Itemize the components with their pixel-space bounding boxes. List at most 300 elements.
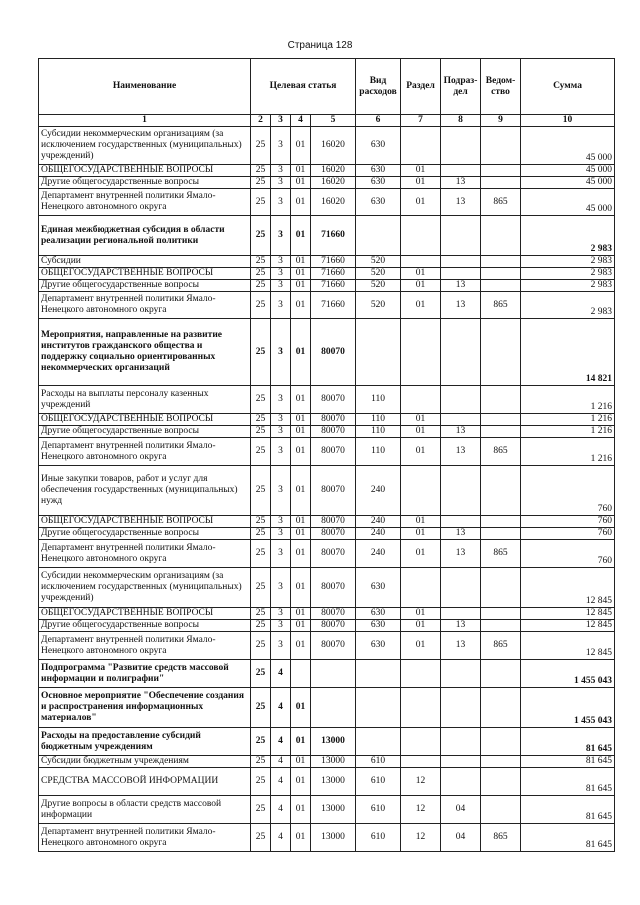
row-code-cell: 610 [356,824,401,852]
row-name-cell: Другие общегосударственные вопросы [39,280,251,292]
row-sum-cell: 1 216 [521,386,615,414]
row-code-cell: 16020 [311,189,356,216]
row-code-cell [356,319,401,386]
row-code-cell: 16020 [311,165,356,177]
table-row [39,177,615,189]
row-code-cell [441,414,481,426]
row-name-cell: Подпрограмма "Развитие средств массовой информации и полиграфии" [39,660,251,688]
table-row [39,688,615,728]
row-code-cell [481,466,521,516]
row-code-cell: 80070 [311,414,356,426]
row-code-cell: 3 [271,189,291,216]
row-code-cell: 80070 [311,608,356,620]
row-code-cell: 01 [401,608,441,620]
row-code-cell [481,414,521,426]
row-code-cell: 630 [356,608,401,620]
col-num: 3 [271,115,291,127]
row-code-cell: 25 [251,177,271,189]
row-code-cell: 01 [291,216,311,256]
row-sum-cell: 81 645 [521,768,615,796]
row-code-cell: 25 [251,292,271,319]
row-code-cell: 4 [271,796,291,824]
row-code-cell: 4 [271,824,291,852]
row-code-cell: 01 [401,177,441,189]
row-code-cell: 13 [441,632,481,660]
budget-table [38,58,615,852]
col-num: 8 [441,115,481,127]
row-code-cell: 80070 [311,540,356,568]
row-code-cell: 25 [251,568,271,608]
row-code-cell [441,165,481,177]
row-code-cell: 25 [251,688,271,728]
row-name-cell: Расходы на выплаты персоналу казенных учреждений [39,386,251,414]
row-code-cell: 01 [291,177,311,189]
row-code-cell: 01 [291,516,311,528]
row-code-cell: 3 [271,268,291,280]
row-code-cell: 25 [251,280,271,292]
row-code-cell: 12 [401,796,441,824]
row-code-cell [311,688,356,728]
row-code-cell: 01 [291,824,311,852]
row-code-cell: 13 [441,540,481,568]
row-code-cell [481,127,521,165]
row-sum-cell: 2 983 [521,256,615,268]
row-name-cell: Департамент внутренней политики Ямало-Ненецкого автономного округа [39,189,251,216]
row-code-cell: 13 [441,426,481,438]
row-sum-cell: 760 [521,528,615,540]
table-row [39,568,615,608]
row-code-cell: 80070 [311,438,356,466]
row-name-cell: Основное мероприятие "Обеспечение создания и распространения информационных материалов" [39,688,251,728]
row-code-cell [481,528,521,540]
row-code-cell: 13000 [311,824,356,852]
row-name-cell: Департамент внутренней политики Ямало-Ненецкого автономного округа [39,540,251,568]
row-code-cell: 520 [356,292,401,319]
row-code-cell [441,568,481,608]
row-code-cell [481,756,521,768]
row-code-cell: 25 [251,824,271,852]
row-code-cell [401,728,441,756]
row-code-cell: 80070 [311,319,356,386]
row-code-cell [481,319,521,386]
row-code-cell [481,660,521,688]
row-code-cell: 240 [356,466,401,516]
row-code-cell: 25 [251,632,271,660]
row-code-cell: 3 [271,386,291,414]
row-code-cell: 80070 [311,426,356,438]
row-code-cell: 01 [291,292,311,319]
row-code-cell: 630 [356,189,401,216]
row-code-cell: 25 [251,608,271,620]
row-code-cell [401,660,441,688]
row-code-cell: 630 [356,177,401,189]
row-code-cell: 01 [291,319,311,386]
row-code-cell: 3 [271,280,291,292]
row-code-cell: 610 [356,756,401,768]
row-code-cell: 4 [271,756,291,768]
table-row [39,216,615,256]
row-code-cell: 13000 [311,728,356,756]
row-code-cell: 3 [271,568,291,608]
row-code-cell: 01 [401,528,441,540]
row-code-cell: 110 [356,438,401,466]
row-code-cell: 04 [441,796,481,824]
row-name-cell: Департамент внутренней политики Ямало-Ненецкого автономного округа [39,632,251,660]
row-code-cell: 865 [481,438,521,466]
row-code-cell: 01 [291,127,311,165]
row-code-cell: 71660 [311,292,356,319]
row-code-cell [481,256,521,268]
row-code-cell: 3 [271,127,291,165]
row-code-cell: 520 [356,268,401,280]
row-code-cell: 80070 [311,466,356,516]
table-row [39,466,615,516]
col-num: 4 [291,115,311,127]
col-num: 7 [401,115,441,127]
row-code-cell [356,660,401,688]
row-name-cell: Субсидии бюджетным учреждениям [39,756,251,768]
row-code-cell: 01 [401,516,441,528]
row-code-cell: 13 [441,438,481,466]
row-code-cell: 4 [271,768,291,796]
row-name-cell: ОБЩЕГОСУДАРСТВЕННЫЕ ВОПРОСЫ [39,268,251,280]
row-code-cell: 240 [356,528,401,540]
row-code-cell: 3 [271,620,291,632]
row-code-cell [481,268,521,280]
row-code-cell: 25 [251,438,271,466]
row-name-cell: Другие вопросы в области средств массовой информации [39,796,251,824]
row-code-cell [481,796,521,824]
row-code-cell: 3 [271,608,291,620]
row-name-cell: Иные закупки товаров, работ и услуг для обеспечения государственных (муниципальных) нужд [39,466,251,516]
page-number: Страница 128 [287,40,353,51]
row-code-cell: 610 [356,768,401,796]
row-code-cell: 80070 [311,568,356,608]
row-code-cell: 80070 [311,386,356,414]
row-code-cell: 80070 [311,516,356,528]
table-row [39,280,615,292]
row-code-cell: 01 [291,438,311,466]
row-code-cell: 865 [481,824,521,852]
row-name-cell: Субсидии некоммерческим организациям (за исключением государственных (муниципальных) учреждений) [39,568,251,608]
row-code-cell: 01 [401,632,441,660]
table-body [39,127,615,852]
row-sum-cell: 12 845 [521,568,615,608]
row-code-cell: 13000 [311,756,356,768]
row-code-cell: 71660 [311,216,356,256]
row-sum-cell: 1 455 043 [521,688,615,728]
header-subsection: Подраз-дел [441,59,481,115]
row-name-cell: Субсидии [39,256,251,268]
row-code-cell [441,660,481,688]
row-code-cell: 25 [251,756,271,768]
row-code-cell: 25 [251,386,271,414]
row-code-cell [481,728,521,756]
row-code-cell: 71660 [311,256,356,268]
row-code-cell: 25 [251,165,271,177]
row-code-cell: 01 [291,189,311,216]
row-code-cell [481,216,521,256]
row-code-cell: 3 [271,165,291,177]
row-code-cell: 01 [291,796,311,824]
table-row [39,256,615,268]
row-sum-cell: 1 216 [521,414,615,426]
row-code-cell: 25 [251,256,271,268]
table-row [39,414,615,426]
row-code-cell: 01 [401,540,441,568]
row-code-cell: 3 [271,319,291,386]
row-code-cell [441,756,481,768]
row-code-cell: 25 [251,268,271,280]
row-code-cell: 01 [291,466,311,516]
row-code-cell: 3 [271,528,291,540]
row-code-cell: 4 [271,728,291,756]
row-code-cell [441,216,481,256]
row-code-cell: 3 [271,438,291,466]
row-sum-cell: 45 000 [521,177,615,189]
row-code-cell: 01 [291,165,311,177]
row-sum-cell: 760 [521,516,615,528]
row-code-cell: 13000 [311,768,356,796]
row-name-cell: Мероприятия, направленные на развитие институтов гражданского общества и поддержку социально ориентированных некоммерческих организаций [39,319,251,386]
row-code-cell: 4 [271,660,291,688]
row-code-cell: 13000 [311,796,356,824]
row-code-cell: 25 [251,319,271,386]
row-code-cell: 110 [356,426,401,438]
row-name-cell: СРЕДСТВА МАССОВОЙ ИНФОРМАЦИИ [39,768,251,796]
row-code-cell: 01 [291,688,311,728]
row-code-cell: 3 [271,540,291,568]
row-sum-cell: 2 983 [521,216,615,256]
header-section: Раздел [401,59,441,115]
header-dept: Ведом-ство [481,59,521,115]
row-code-cell: 01 [291,768,311,796]
row-code-cell [401,216,441,256]
table-row [39,756,615,768]
row-code-cell: 01 [291,540,311,568]
header-name: Наименование [39,59,251,115]
row-name-cell: Другие общегосударственные вопросы [39,620,251,632]
table-row [39,386,615,414]
row-code-cell [441,688,481,728]
row-code-cell [441,386,481,414]
table-row [39,620,615,632]
row-code-cell: 12 [401,824,441,852]
row-code-cell [356,216,401,256]
row-sum-cell: 81 645 [521,756,615,768]
row-code-cell [481,620,521,632]
row-name-cell: Единая межбюджетная субсидия в области реализации региональной политики [39,216,251,256]
row-code-cell: 25 [251,466,271,516]
row-name-cell: ОБЩЕГОСУДАРСТВЕННЫЕ ВОПРОСЫ [39,165,251,177]
row-code-cell [401,127,441,165]
row-name-cell: Департамент внутренней политики Ямало-Ненецкого автономного округа [39,292,251,319]
row-code-cell [481,608,521,620]
row-code-cell: 80070 [311,620,356,632]
row-sum-cell: 2 983 [521,280,615,292]
row-code-cell: 01 [401,165,441,177]
table-row [39,528,615,540]
table-row [39,165,615,177]
row-code-cell: 610 [356,796,401,824]
row-code-cell: 01 [401,426,441,438]
col-num: 9 [481,115,521,127]
row-name-cell: Департамент внутренней политики Ямало-Ненецкого автономного округа [39,438,251,466]
row-code-cell: 630 [356,165,401,177]
row-code-cell: 12 [401,768,441,796]
row-code-cell [481,568,521,608]
row-code-cell: 80070 [311,528,356,540]
row-sum-cell: 14 821 [521,319,615,386]
col-num: 10 [521,115,615,127]
row-code-cell: 01 [291,756,311,768]
row-code-cell: 25 [251,660,271,688]
row-sum-cell: 81 645 [521,796,615,824]
row-code-cell: 630 [356,568,401,608]
row-code-cell: 630 [356,620,401,632]
row-code-cell: 25 [251,620,271,632]
row-sum-cell: 45 000 [521,189,615,216]
row-code-cell: 865 [481,292,521,319]
row-code-cell [356,688,401,728]
row-code-cell [401,319,441,386]
row-code-cell [401,568,441,608]
row-code-cell [441,256,481,268]
table-row [39,660,615,688]
row-code-cell [441,728,481,756]
row-code-cell: 3 [271,216,291,256]
table-row [39,608,615,620]
row-name-cell: ОБЩЕГОСУДАРСТВЕННЫЕ ВОПРОСЫ [39,414,251,426]
row-code-cell [441,319,481,386]
row-code-cell: 25 [251,728,271,756]
row-code-cell: 16020 [311,177,356,189]
row-code-cell [401,386,441,414]
row-code-cell: 25 [251,540,271,568]
row-code-cell: 01 [291,268,311,280]
row-code-cell: 13 [441,528,481,540]
row-code-cell [481,177,521,189]
col-num: 2 [251,115,271,127]
row-code-cell: 80070 [311,632,356,660]
row-code-cell [441,516,481,528]
table-row [39,319,615,386]
row-code-cell: 01 [401,189,441,216]
row-name-cell: ОБЩЕГОСУДАРСТВЕННЫЕ ВОПРОСЫ [39,516,251,528]
row-code-cell: 25 [251,516,271,528]
row-code-cell: 01 [401,414,441,426]
row-code-cell [401,688,441,728]
row-code-cell [481,386,521,414]
row-code-cell: 3 [271,414,291,426]
row-code-cell [441,268,481,280]
row-code-cell: 630 [356,127,401,165]
row-code-cell: 01 [291,280,311,292]
table-row [39,796,615,824]
row-code-cell [441,127,481,165]
row-code-cell [481,426,521,438]
row-code-cell: 01 [291,620,311,632]
table-row [39,632,615,660]
col-num: 5 [311,115,356,127]
row-code-cell [481,165,521,177]
row-name-cell: Другие общегосударственные вопросы [39,177,251,189]
table-row [39,824,615,852]
table-row [39,189,615,216]
row-code-cell: 01 [401,620,441,632]
row-code-cell [481,688,521,728]
row-code-cell: 25 [251,796,271,824]
row-code-cell: 16020 [311,127,356,165]
row-code-cell: 3 [271,256,291,268]
table-row [39,768,615,796]
row-sum-cell: 45 000 [521,127,615,165]
row-code-cell [401,466,441,516]
row-code-cell: 3 [271,177,291,189]
row-sum-cell: 12 845 [521,608,615,620]
header-type: Вид расходов [356,59,401,115]
row-code-cell: 110 [356,386,401,414]
row-code-cell: 25 [251,189,271,216]
row-code-cell: 630 [356,632,401,660]
row-code-cell: 01 [291,256,311,268]
row-code-cell: 3 [271,466,291,516]
row-sum-cell: 45 000 [521,165,615,177]
column-number-row [39,115,615,127]
row-sum-cell: 12 845 [521,632,615,660]
row-code-cell: 865 [481,632,521,660]
row-code-cell [481,280,521,292]
row-code-cell [291,660,311,688]
table-row [39,516,615,528]
col-num: 6 [356,115,401,127]
row-code-cell: 01 [291,608,311,620]
row-name-cell: Субсидии некоммерческим организациям (за исключением государственных (муниципальных) учреждений) [39,127,251,165]
row-code-cell [356,728,401,756]
row-code-cell: 25 [251,414,271,426]
row-sum-cell: 1 216 [521,426,615,438]
row-code-cell [481,516,521,528]
row-code-cell: 01 [401,280,441,292]
row-code-cell: 01 [291,728,311,756]
row-code-cell: 520 [356,280,401,292]
row-sum-cell: 760 [521,466,615,516]
row-code-cell: 13 [441,292,481,319]
row-code-cell: 25 [251,528,271,540]
row-code-cell: 25 [251,426,271,438]
row-code-cell: 13 [441,177,481,189]
row-code-cell: 01 [291,632,311,660]
row-name-cell: Другие общегосударственные вопросы [39,426,251,438]
row-code-cell: 01 [401,268,441,280]
row-code-cell: 01 [291,414,311,426]
row-code-cell [441,466,481,516]
row-sum-cell: 2 983 [521,268,615,280]
table-row [39,292,615,319]
row-code-cell: 01 [291,426,311,438]
row-code-cell: 25 [251,127,271,165]
row-code-cell [481,768,521,796]
table-row [39,268,615,280]
row-sum-cell: 1 455 043 [521,660,615,688]
row-code-cell: 13 [441,620,481,632]
row-code-cell: 3 [271,632,291,660]
row-code-cell: 240 [356,540,401,568]
row-code-cell: 520 [356,256,401,268]
row-code-cell: 4 [271,688,291,728]
row-code-cell [311,660,356,688]
row-code-cell: 01 [401,438,441,466]
